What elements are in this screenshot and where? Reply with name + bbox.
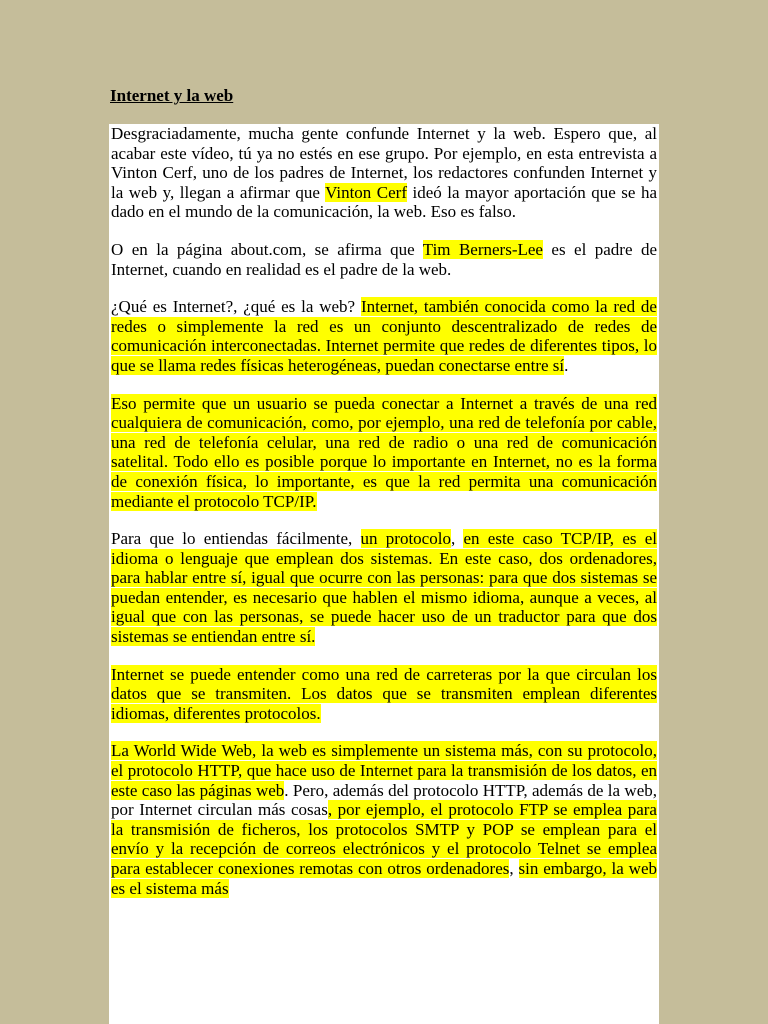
paragraph-text: Desgraciadamente, mucha gente confunde Internet y la web. Espero que, al acabar este vídeo, tú ya no estés en ese grupo. Por ejemplo, en esta entrevista a Vinton Cerf, uno de los padres de Internet, los redactores confunden Internet y la web y, llegan a afirmar que	[111, 124, 657, 202]
highlighted-text: Tim Berners-Lee	[422, 239, 543, 259]
paragraph	[109, 240, 659, 279]
highlighted-text: Eso permite que un usuario se pueda conectar a Internet a través de una red cualquiera de comunicación, como, por ejemplo, una red de telefonía por cable, una red de telefonía celular, una red de radio o una red de comunicación satelital. Todo ello es posible porque lo importante en Internet, no es la forma de conexión física, lo importante, es que la red permita una comunicación mediante el protocolo TCP/IP.	[111, 393, 657, 511]
highlighted-text: en este caso TCP/IP, es el idioma o lenguaje que emplean dos sistemas	[111, 529, 658, 568]
paragraph-text: O en la página about.com, se afirma que	[111, 239, 423, 259]
paragraph	[109, 297, 659, 375]
paragraph-text: ¿Qué es Internet?, ¿qué es la web?	[111, 297, 361, 317]
highlighted-text: . En este caso, dos ordenadores, para hablar entre sí, igual que ocurre con las personas: para que dos sistemas se puedan entender, es necesario que hablen el mismo idioma, aunque a veces, al igual que con las personas, se puede hacer uso de un traductor para que dos sistemas se entiendan entre sí.	[111, 548, 657, 647]
paragraph-text: . Pero, además del protocolo HTTP, además de la web, por Internet circulan más cosas	[111, 780, 657, 820]
highlighted-text: sin embargo, la web es el sistema más	[111, 859, 657, 898]
paragraph-text: .	[564, 355, 569, 375]
paragraph-text: Para que lo entiendas fácilmente,	[111, 529, 361, 549]
paragraph-text: ideó la mayor aportación que se ha dado en el mundo de la comunicación, la web. Eso es falso.	[111, 182, 657, 222]
paragraph-text: es el padre de Internet, cuando en realidad es el padre de la web.	[111, 239, 657, 279]
paragraph-text: ,	[509, 859, 519, 878]
document-title: Internet y la web	[110, 86, 234, 105]
highlighted-text: Internet se puede entender como una red de carreteras por la que circulan los datos que se transmiten. Los datos que se transmiten emplean diferentes idiomas, diferentes protocolos.	[111, 664, 657, 723]
highlighted-text: , por ejemplo, el protocolo FTP se emplea para la transmisión de ficheros, los protocolos SMTP y POP se emplean para el envío y la recepción de correos electrónicos y el protocolo Telnet se emplea para establecer conexiones remotas con otros ordenadores	[111, 800, 657, 878]
paragraph	[109, 529, 659, 647]
paragraph	[109, 394, 659, 512]
paragraph	[109, 741, 659, 898]
highlighted-text: un protocolo	[360, 529, 451, 549]
document-page	[109, 124, 659, 1024]
highlighted-text: Internet, también conocida como la red de redes o simplemente la red es un conjunto descentralizado de redes de comunicación interconectadas. Internet permite que redes de diferentes tipos, lo que se llama redes físicas heterogéneas, puedan conectarse entre sí	[111, 297, 657, 375]
paragraph	[109, 665, 659, 724]
highlighted-text: Vinton Cerf	[325, 182, 408, 202]
paragraph	[109, 124, 659, 222]
highlighted-text: La World Wide Web, la web es simplemente un sistema más, con su protocolo, el protocolo HTTP, que hace uso de Internet para la transmisión de los datos, en este caso las páginas web	[111, 741, 657, 800]
document-body	[109, 124, 659, 898]
paragraph-text: ,	[450, 529, 464, 549]
